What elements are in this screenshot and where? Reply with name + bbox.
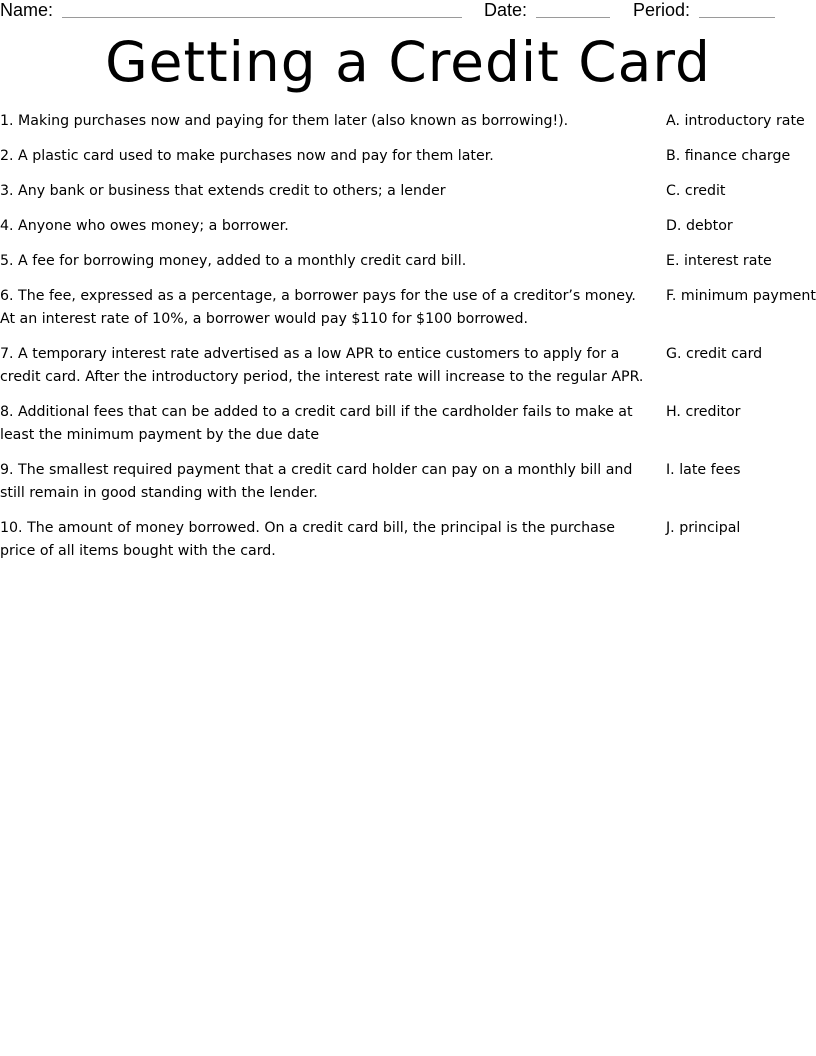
answer-option: F. minimum payment: [666, 288, 816, 304]
matching-row-9: [0, 459, 816, 505]
date-label: Date:: [484, 0, 528, 20]
worksheet-header: [0, 0, 816, 22]
answer-option: I. late fees: [666, 462, 741, 478]
clue-text: 4. Anyone who owes money; a borrower.: [0, 218, 289, 234]
clue-text: 9. The smallest required payment that a credit card holder can pay on a monthly bill and still remain in good standing with the lender.: [0, 462, 633, 501]
matching-row-8: [0, 401, 816, 447]
date-field[interactable]: [536, 17, 610, 18]
answer-option: A. introductory rate: [666, 113, 805, 129]
name-field[interactable]: [62, 17, 462, 18]
matching-list: [0, 110, 816, 575]
answer-option: D. debtor: [666, 218, 733, 234]
clue-text: 1. Making purchases now and paying for them later (also known as borrowing!).: [0, 113, 569, 129]
clue-text: 8. Additional fees that can be added to a credit card bill if the cardholder fails to make at least the minimum payment by the due date: [0, 404, 633, 443]
period-label: Period:: [633, 0, 691, 20]
answer-option: E. interest rate: [666, 253, 772, 269]
clue-text: 2. A plastic card used to make purchases now and pay for them later.: [0, 148, 494, 164]
name-label: Name:: [0, 0, 54, 20]
matching-row-7: [0, 343, 816, 389]
matching-row-6: [0, 285, 816, 331]
clue-text: 5. A fee for borrowing money, added to a monthly credit card bill.: [0, 253, 467, 269]
answer-option: G. credit card: [666, 346, 763, 362]
matching-row-1: [0, 110, 816, 133]
matching-row-4: [0, 215, 816, 238]
clue-text: 10. The amount of money borrowed. On a credit card bill, the principal is the purchase price of all items bought with the card.: [0, 520, 615, 559]
page-title: Getting a Credit Card: [105, 30, 711, 94]
period-field[interactable]: [699, 17, 775, 18]
answer-option: B. finance charge: [666, 148, 791, 164]
clue-text: 6. The fee, expressed as a percentage, a borrower pays for the use of a creditor’s money. At an interest rate of 10%, a borrower would pay $110 for $100 borrowed.: [0, 288, 636, 327]
clue-text: 7. A temporary interest rate advertised as a low APR to entice customers to apply for a credit card. After the introductory period, the interest rate will increase to the regular APR.: [0, 346, 644, 385]
matching-row-10: [0, 517, 816, 563]
matching-row-5: [0, 250, 816, 273]
answer-option: C. credit: [666, 183, 726, 199]
matching-row-3: [0, 180, 816, 203]
matching-row-2: [0, 145, 816, 168]
answer-option: J. principal: [666, 520, 741, 536]
answer-option: H. creditor: [666, 404, 741, 420]
clue-text: 3. Any bank or business that extends credit to others; a lender: [0, 183, 446, 199]
